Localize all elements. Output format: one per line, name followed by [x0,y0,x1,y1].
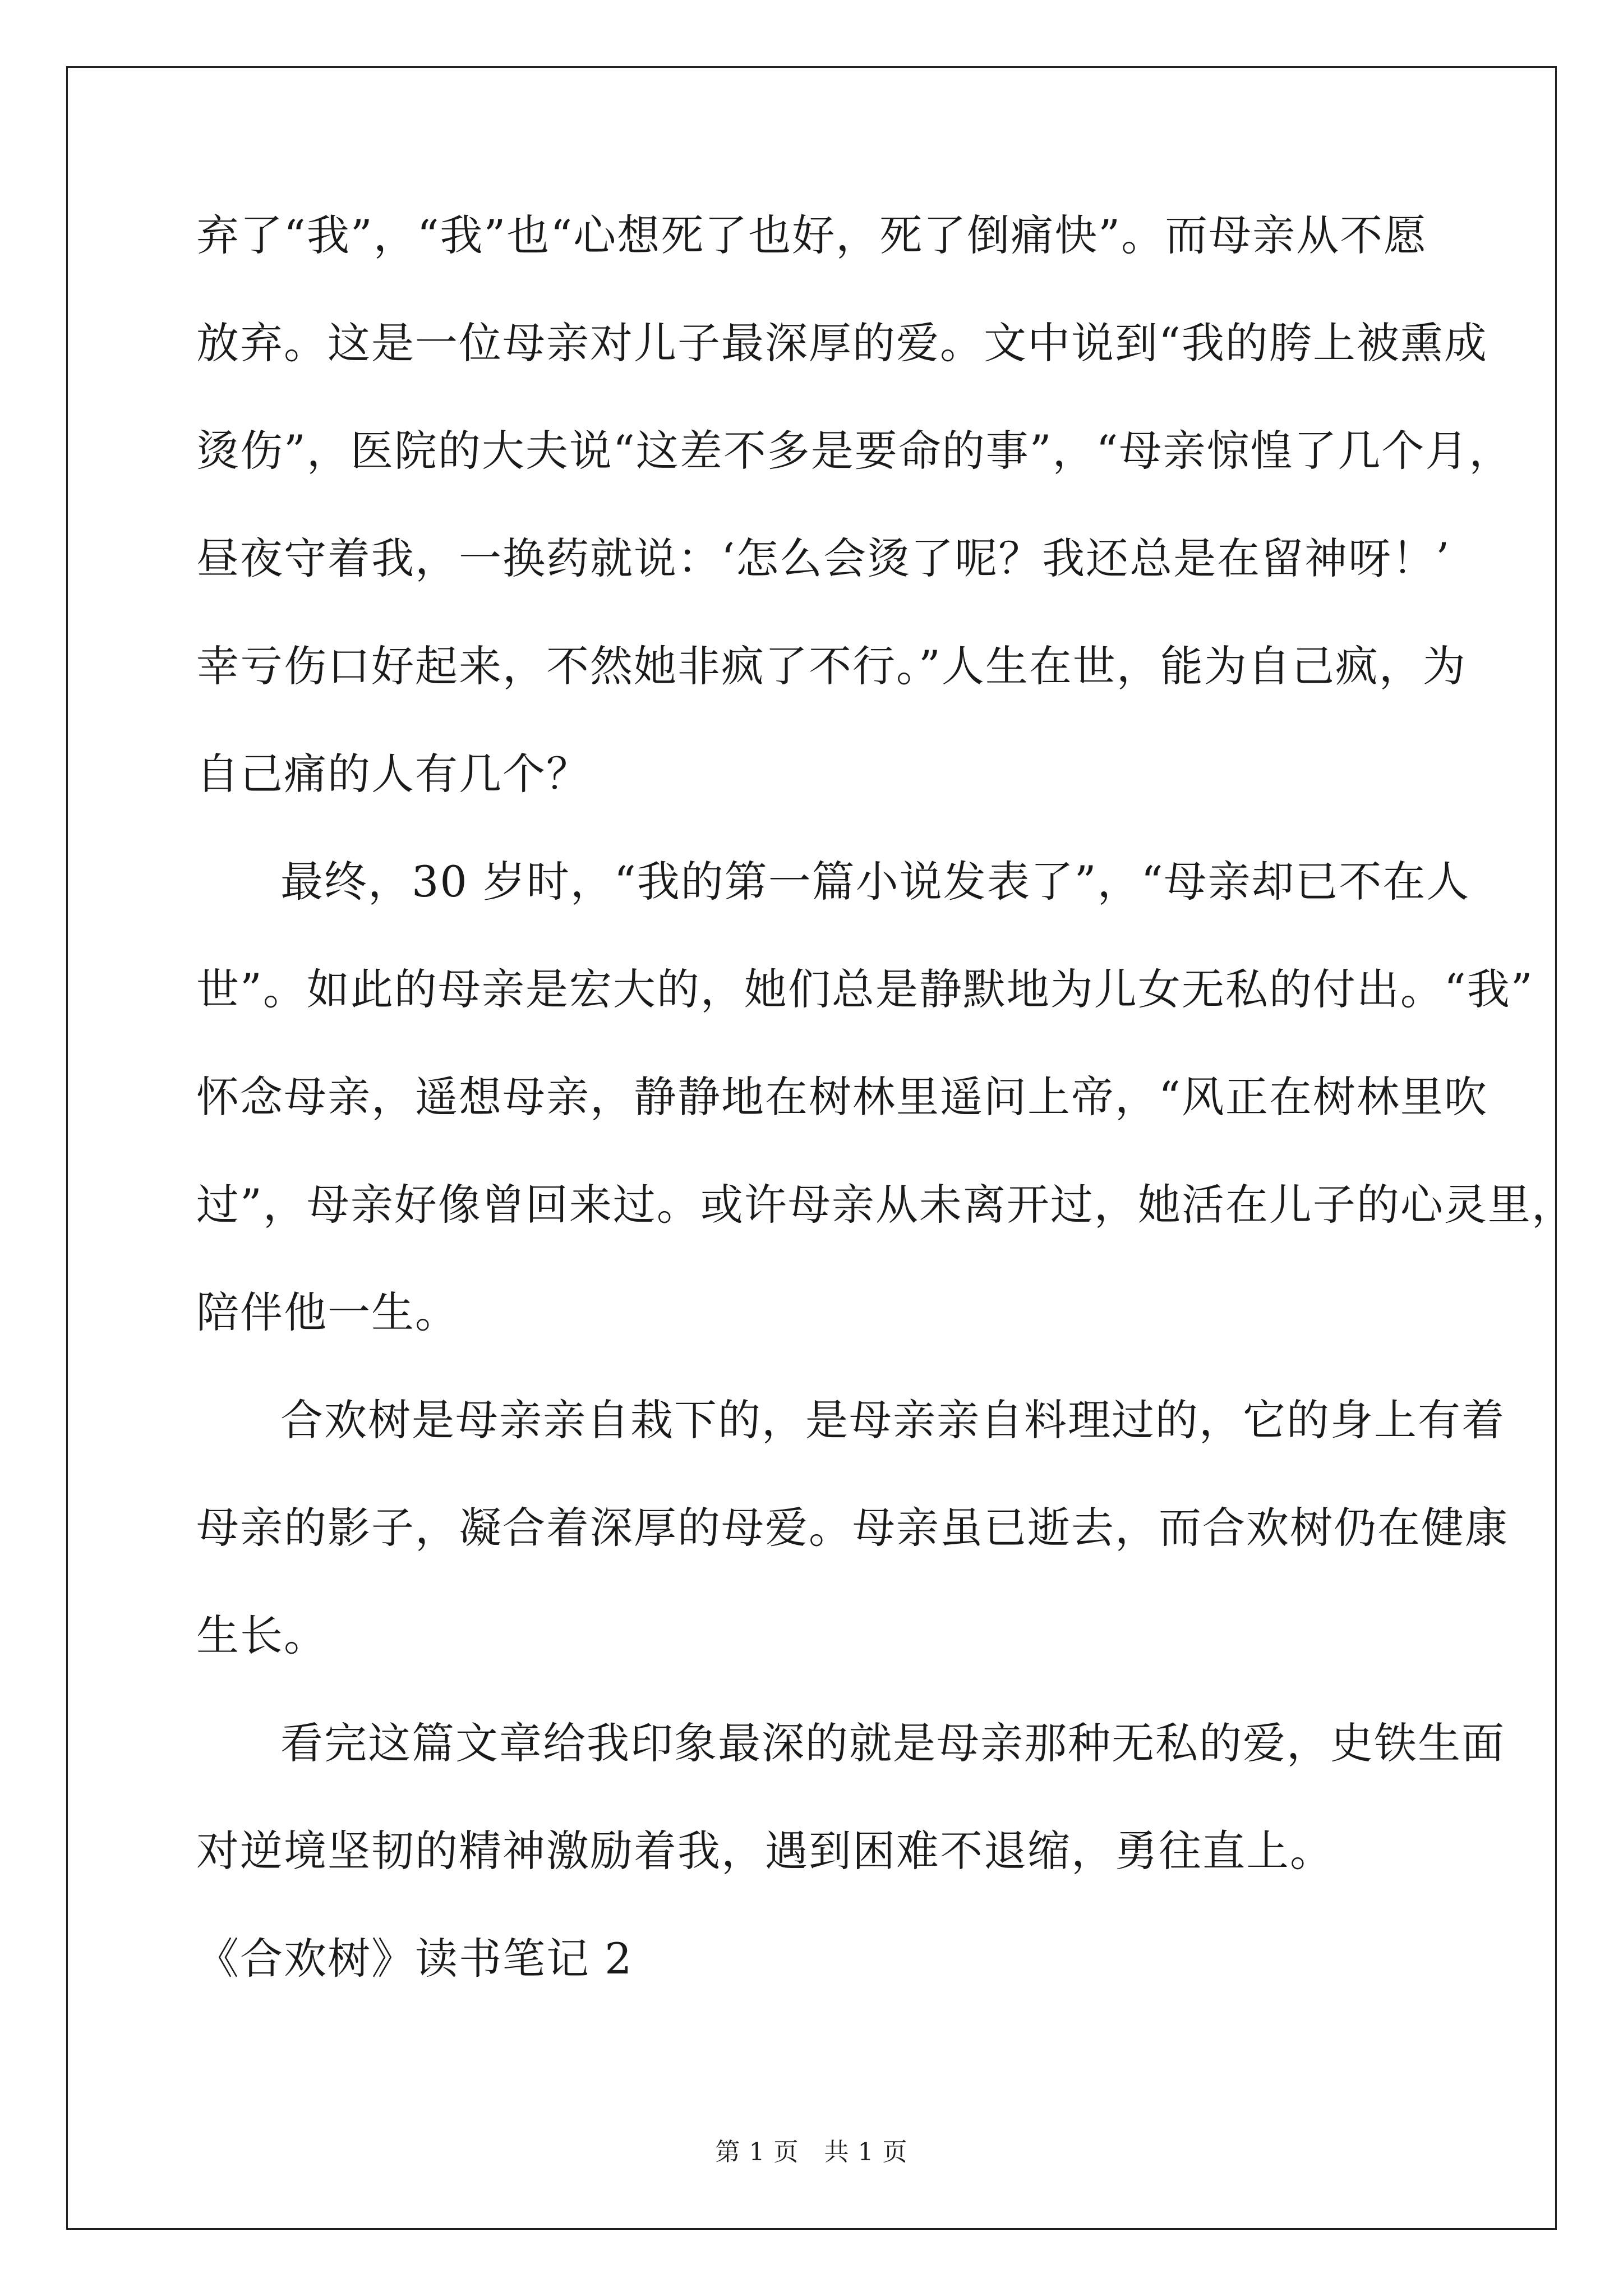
text-line: 烫伤”，医院的大夫说“这差不多是要命的事”，“母亲惊惶了几个月， [196,426,1513,476]
section-heading: 《合欢树》读书笔记 2 [196,1934,633,1984]
text-line: 生长。 [196,1611,328,1660]
document-body [196,208,1575,2039]
text-line: 世”。如此的母亲是宏大的，她们总是静默地为儿女无私的付出。“我” [196,964,1534,1014]
text-line: 过”，母亲好像曾回来过。或许母亲从未离开过，她活在儿子的心灵里， [196,1180,1575,1230]
text-line: 对逆境坚韧的精神激励着我，遇到困难不退缩，勇往直上。 [196,1826,1334,1876]
text-line: 弃了“我”，“我”也“心想死了也好，死了倒痛快”。而母亲从不愿 [196,210,1428,260]
text-line: 母亲的影子，凝合着深厚的母爱。母亲虽已逝去，而合欢树仍在健康 [196,1503,1509,1553]
text-line: 怀念母亲，遥想母亲，静静地在树林里遥问上帝，“风正在树林里吹 [196,1072,1488,1122]
page-footer: 第 1 页 共 1 页 [715,2138,908,2166]
text-line: 放弃。这是一位母亲对儿子最深厚的爱。文中说到“我的胯上被熏成 [196,318,1488,368]
paragraph-first-line: 看完这篇文章给我印象最深的就是母亲那种无私的爱，史铁生面 [280,1718,1505,1768]
text-line: 昼夜守着我，一换药就说：‘怎么会烫了呢？我还总是在留神呀！’ [196,533,1451,583]
text-line: 幸亏伤口好起来，不然她非疯了不行。”人生在世，能为自己疯，为 [196,641,1467,691]
paragraph-first-line: 最终，30 岁时，“我的第一篇小说发表了”，“母亲却已不在人 [280,857,1470,907]
text-line: 陪伴他一生。 [196,1287,459,1337]
text-line: 自己痛的人有几个？ [196,749,590,799]
paragraph-first-line: 合欢树是母亲亲自栽下的，是母亲亲自料理过的，它的身上有着 [280,1395,1505,1445]
